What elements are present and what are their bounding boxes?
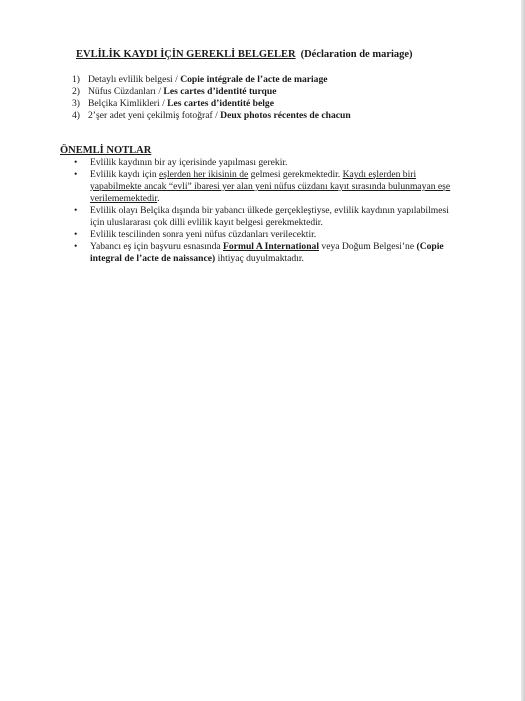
required-documents-list bbox=[72, 74, 351, 122]
formula-name: Formul A International bbox=[223, 241, 319, 252]
item-number: 2) bbox=[72, 86, 80, 97]
item-number: 1) bbox=[72, 74, 80, 85]
note-text: Evlilik tescilinden sonra yeni nüfus cüzdanları verilecektir. bbox=[90, 229, 317, 240]
note-item bbox=[74, 229, 454, 241]
note-item bbox=[74, 169, 454, 205]
note-underlined-text: eşlerden her ikisinin de bbox=[159, 169, 249, 180]
note-text: Evlilik kaydının bir ay içerisinde yapılması gerekir. bbox=[90, 157, 288, 168]
note-text: . bbox=[157, 193, 160, 204]
note-text: Evlilik olayı Belçika dışında bir yabancı ülkede gerçekleştiyse, evlilik kaydının yapılabilmesi için uluslararası çok dilli evlilik kayıt belgesi gerekmektedir. bbox=[90, 205, 449, 228]
note-item bbox=[74, 205, 454, 229]
notes-heading: ÖNEMLİ NOTLAR bbox=[60, 145, 152, 156]
item-number: 4) bbox=[72, 110, 80, 121]
list-item bbox=[72, 86, 351, 98]
note-text: ihtiyaç duyulmaktadır. bbox=[215, 253, 304, 264]
item-french: Deux photos récentes de chacun bbox=[220, 110, 351, 121]
item-number: 3) bbox=[72, 98, 80, 109]
note-item bbox=[74, 241, 454, 265]
item-turkish: Detaylı evlilik belgesi / bbox=[88, 74, 178, 85]
note-text: Evlilik kaydı için bbox=[90, 169, 160, 180]
important-notes-list bbox=[74, 157, 454, 265]
item-french: Les cartes d’identité turque bbox=[163, 86, 277, 97]
note-item bbox=[74, 157, 454, 169]
note-text: veya Doğum Belgesi’ne bbox=[319, 241, 417, 252]
item-french: Les cartes d’identité belge bbox=[167, 98, 274, 109]
item-french: Copie intégrale de l’acte de mariage bbox=[180, 74, 328, 85]
list-item bbox=[72, 74, 351, 86]
note-bold-text: (Copie integral de l’acte de naissance) bbox=[90, 241, 444, 264]
item-turkish: Belçika Kimlikleri / bbox=[88, 98, 165, 109]
title-french: (Déclaration de mariage) bbox=[300, 49, 413, 60]
note-underlined-text: Kaydı eşlerden biri yapabilmekte ancak “evli” ibaresi yer alan yeni nüfus cüzdanı kayıt sırasında bulunmayan eşe verilememektedir bbox=[90, 169, 451, 204]
item-turkish: Nüfus Cüzdanları / bbox=[88, 86, 162, 97]
list-item bbox=[72, 98, 351, 110]
page-edge-shadow bbox=[521, 0, 525, 701]
note-text: Yabancı eş için başvuru esnasında bbox=[90, 241, 224, 252]
document-title bbox=[76, 48, 413, 61]
item-turkish: 2’şer adet yeni çekilmiş fotoğraf / bbox=[88, 110, 218, 121]
note-text: gelmesi gerekmektedir. bbox=[248, 169, 343, 180]
list-item bbox=[72, 110, 351, 122]
title-turkish: EVLİLİK KAYDI İÇİN GEREKLİ BELGELER bbox=[76, 49, 296, 60]
